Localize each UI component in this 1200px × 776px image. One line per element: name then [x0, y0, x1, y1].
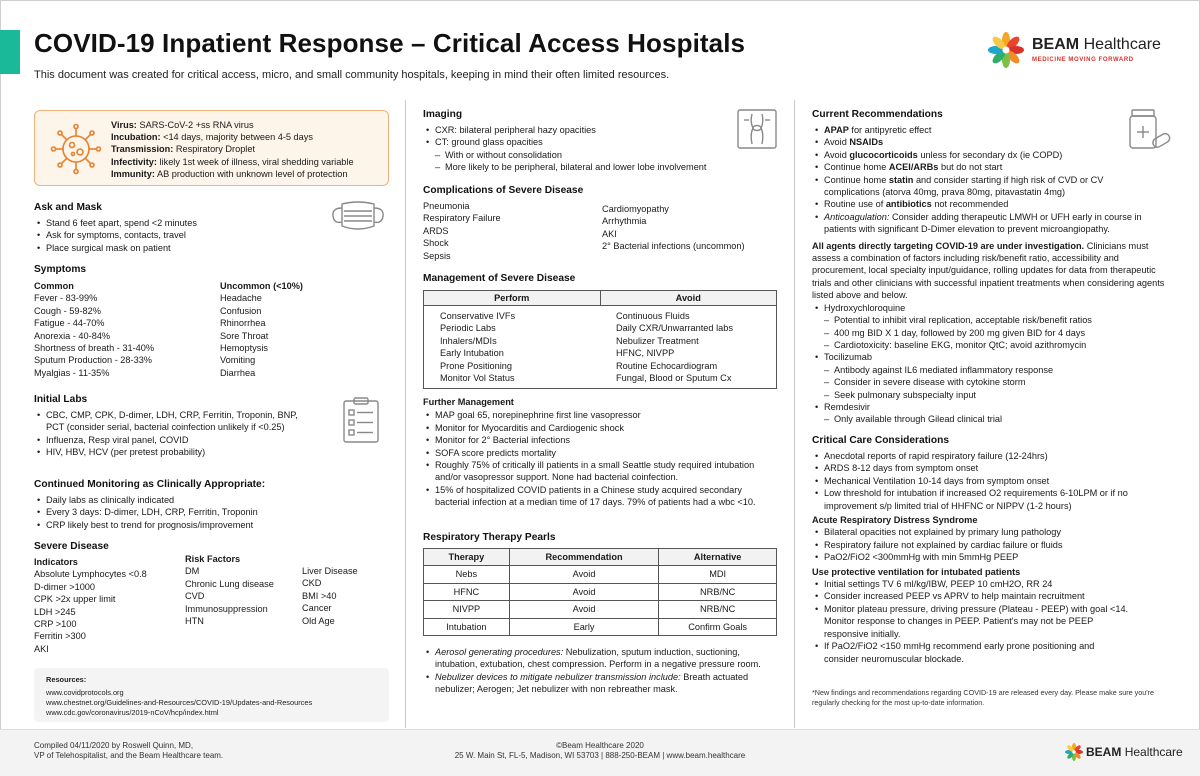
list-item: • Mechanical Ventilation 10-14 days from symptom onset — [812, 475, 1174, 487]
subheading: Use protective ventilation for intubated patients — [812, 566, 1021, 577]
section-heading: Continued Monitoring as Clinically Appropriate: — [34, 479, 266, 490]
table-row — [424, 583, 777, 600]
list-item: Respiratory Failure — [423, 213, 501, 224]
list-item: Arrhythmia — [602, 216, 647, 227]
section-heading: Respiratory Therapy Pearls — [423, 532, 556, 543]
footer — [0, 729, 1200, 776]
list-item: • Daily labs as clinically indicated — [34, 494, 389, 506]
table-cell: NRB/NC — [659, 601, 777, 618]
table-cell: Periodic Labs — [440, 323, 496, 334]
subheading: Uncommon (<10%) — [220, 281, 303, 291]
list-item: Sore Throat — [220, 330, 269, 341]
virus-icon — [49, 122, 103, 176]
imaging-section — [423, 108, 743, 174]
subheading: Acute Respiratory Distress Syndrome — [812, 515, 978, 526]
table-cell: Continuous Fluids — [616, 311, 690, 321]
list-item: • Avoid glucocorticoids unless for secondary dx (ie COPD) — [812, 149, 1132, 161]
resource-link[interactable]: www.cdc.gov/coronavirus/2019-nCoV/hcp/index.html — [46, 708, 219, 717]
beam-flower-icon — [986, 30, 1026, 70]
section-heading: Current Recommendations — [812, 109, 943, 120]
section-heading: Critical Care Considerations — [812, 435, 950, 446]
list-item: • Stand 6 feet apart, spend <2 minutes — [34, 217, 324, 229]
table-row — [424, 618, 777, 635]
table-cell: NIVPP — [424, 601, 510, 618]
table-cell: Intubation — [424, 618, 510, 635]
list-item: – More likely to be peripheral, bilateral and lower lobe involvement — [423, 161, 743, 173]
page-subtitle: This document was created for critical access, micro, and small community hospitals, keeping in mind their often limited resources. — [34, 69, 670, 81]
resource-link[interactable]: www.chestnet.org/Guidelines-and-Resources/COVID-19/Updates-and-Resources — [46, 698, 313, 707]
list-item: – Seek pulmonary subspecialty input — [812, 389, 1174, 401]
table-cell: Routine Echocardiogram — [616, 360, 718, 371]
section-heading: Management of Severe Disease — [423, 273, 576, 284]
list-item: Diarrhea — [220, 367, 256, 378]
list-item: • CRP likely best to trend for prognosis/improvement — [34, 519, 389, 531]
section-heading: Complications of Severe Disease — [423, 185, 584, 196]
list-item: AKI — [34, 643, 49, 654]
table-header: Recommendation — [509, 549, 659, 566]
list-item: • Monitor for Myocarditis and Cardiogenic shock — [423, 422, 777, 434]
list-item: • CT: ground glass opacities — [423, 136, 743, 148]
virus-fact: Infectivity: likely 1st week of illness, viral shedding variable — [111, 156, 354, 167]
list-item: • Roughly 75% of critically ill patients in a small Seattle study required intubation and/or vasopressor support. None had bacterial coinfection. — [423, 459, 777, 484]
complications-section — [423, 184, 777, 262]
subheading: Indicators — [34, 557, 78, 567]
disclaimer-note: *New findings and recommendations regarding COVID-19 are released every day. Please make sure you're regularly checking for the most up-to-date information. — [812, 688, 1155, 707]
list-item: • Initial settings TV 6 ml/kg/IBW, PEEP 10 cmH2O, RR 24 — [812, 578, 1130, 590]
list-item: Myalgias - 11-35% — [34, 367, 110, 378]
list-item: AKI — [602, 228, 617, 239]
beam-logo — [986, 28, 1176, 72]
critical-care-section — [812, 434, 1174, 665]
list-item: LDH >245 — [34, 606, 76, 617]
list-item: • SOFA score predicts mortality — [423, 447, 777, 459]
table-row — [424, 601, 777, 618]
list-item: • CBC, CMP, CPK, D-dimer, LDH, CRP, Ferritin, Troponin, BNP, PCT (consider serial, bacterial coinfection unlikely if <0.25) — [34, 409, 304, 434]
table-cell: Inhalers/MDIs — [440, 335, 497, 346]
list-item: Shock — [423, 238, 449, 249]
table-cell: Prone Positioning — [440, 360, 513, 371]
table-cell: Early Intubation — [440, 348, 504, 359]
list-item: CPK >2x upper limit — [34, 594, 116, 605]
section-heading: Symptoms — [34, 264, 87, 275]
list-item: Pneumonia — [423, 201, 470, 211]
resource-link[interactable]: www.covidprotocols.org — [46, 688, 124, 697]
drug-item: • Tocilizumab — [812, 351, 1174, 363]
list-item: • Every 3 days: D-dimer, LDH, CRP, Ferritin, Troponin — [34, 506, 389, 518]
table-cell: HFNC, NIVPP — [616, 348, 675, 359]
list-item: Sputum Production - 28-33% — [34, 355, 152, 366]
logo-wordmark: BEAM Healthcare — [1032, 36, 1161, 53]
symptoms-section — [34, 263, 389, 379]
list-item: Immunosuppression — [185, 603, 268, 614]
virus-fact: Virus: SARS-CoV-2 +ss RNA virus — [111, 120, 254, 130]
list-item: HTN — [185, 616, 204, 627]
further-management-section — [423, 396, 777, 509]
table-cell: Avoid — [509, 583, 659, 600]
virus-fact: Incubation: <14 days, majority between 4-5 days — [111, 132, 313, 143]
table-row — [424, 566, 777, 583]
table-cell: HFNC — [424, 583, 510, 600]
table-cell: Nebulizer Treatment — [616, 335, 699, 346]
list-item: – Cardiotoxicity: baseline EKG, monitor QtC; avoid azithromycin — [812, 339, 1174, 351]
footer-contact: ©Beam Healthcare 2020 25 W. Main St, FL-5, Madison, WI 53703 | 888-250-BEAM | www.beam.healthcare — [454, 741, 746, 760]
table-cell: Nebs — [424, 566, 510, 583]
virus-info-box — [34, 110, 389, 186]
section-heading: Severe Disease — [34, 541, 109, 552]
table-cell: Conservative IVFs — [440, 311, 516, 321]
list-item: Cough - 59-82% — [34, 305, 101, 316]
list-item: • Low threshold for intubation if increased O2 requirements 6-10LPM or if no improvement s/p limited trial of HHFNC or NIPPV (1-2 hours) — [812, 487, 1174, 512]
table-cell: Daily CXR/Unwarranted labs — [616, 323, 733, 334]
list-item: • If PaO2/FiO2 <150 mmHg recommend early prone positioning and consider neuromuscular blockade. — [812, 640, 1130, 665]
list-item: – Consider in severe disease with cytokine storm — [812, 376, 1174, 388]
list-item: Vomiting — [220, 355, 256, 366]
list-item: • Respiratory failure not explained by cardiac failure or fluids — [812, 539, 1174, 551]
table-header: Avoid — [675, 293, 701, 303]
virus-facts — [111, 119, 354, 180]
list-item: • Anecdotal reports of rapid respiratory failure (12-24hrs) — [812, 450, 1174, 462]
aerosol-note: • Aerosol generating procedures: Nebulization, sputum induction, suctioning, intubation, extubation, chest compression. Perform in a negative pressure room. — [423, 646, 777, 671]
list-item: DM — [185, 566, 200, 577]
list-item: – 400 mg BID X 1 day, followed by 200 mg given BID for 4 days — [812, 327, 1174, 339]
section-heading: Ask and Mask — [34, 202, 102, 213]
list-item: Cancer — [302, 603, 332, 614]
resp-therapy-table — [423, 548, 777, 636]
list-item: Ferritin >300 — [34, 631, 86, 642]
list-item: • 15% of hospitalized COVID patients in a Chinese study acquired secondary bacterial infection at a median time of 17 days. 79% of patients had a wbc <10. — [423, 484, 777, 509]
list-item: Chronic Lung disease — [185, 578, 274, 589]
column-divider-2 — [794, 100, 795, 728]
monitoring-section — [34, 478, 389, 531]
table-header: Alternative — [659, 549, 777, 566]
table-header: Perform — [424, 291, 601, 305]
resources-box — [34, 668, 389, 722]
list-item: – With or without consolidation — [423, 149, 743, 161]
ask-and-mask-section — [34, 201, 324, 254]
list-item: • Monitor plateau pressure, driving pressure (Plateau - PEEP) with goal <14. Monitor response to changes in PEEP. Patient's may not be PEEP responsive initially. — [812, 603, 1130, 640]
list-item: Fatigue - 44-70% — [34, 318, 105, 329]
section-heading: Initial Labs — [34, 394, 88, 405]
list-item: – Antibody against IL6 mediated inflammatory response — [812, 364, 1174, 376]
table-cell: Avoid — [509, 601, 659, 618]
list-item: Anorexia - 40-84% — [34, 330, 111, 341]
list-item: • Continue home statin and consider starting if high risk of CVD or CV complications (atorva 40mg, prava 80mg, pitavastatin 4mg) — [812, 174, 1132, 199]
footer-compiled: Compiled 04/11/2020 by Roswell Quinn, MD, VP of Telehospitalist, and the Beam Healthcare team. — [34, 741, 224, 760]
list-item: – Potential to inhibit viral replication, acceptable risk/benefit ratios — [812, 314, 1174, 326]
list-item: CKD — [302, 578, 322, 589]
beam-flower-icon — [1064, 742, 1084, 762]
list-item: • Consider increased PEEP vs APRV to help maintain recruitment — [812, 590, 1130, 602]
current-recommendations-section — [812, 108, 1174, 426]
list-item: Confusion — [220, 305, 262, 316]
resources-heading: Resources: — [46, 675, 87, 684]
nebulizer-note: • Nebulizer devices to mitigate nebulizer transmission include: Breath actuated nebulizer; Aerogen; Jet nebulizer with non rebreather mask. — [423, 671, 777, 696]
list-item: ARDS — [423, 225, 449, 236]
column-divider-1 — [405, 100, 406, 728]
list-item: • Avoid NSAIDs — [812, 136, 1132, 148]
footer-logo-wordmark: BEAM Healthcare — [1086, 745, 1183, 759]
recommendation-list — [812, 124, 1142, 236]
list-item: Old Age — [302, 615, 335, 626]
table-cell: NRB/NC — [659, 583, 777, 600]
list-item: • MAP goal 65, norepinephrine first line vasopressor — [423, 409, 777, 421]
list-item: • HIV, HBV, HCV (per pretest probability) — [34, 446, 304, 458]
investigation-note: All agents directly targeting COVID-19 are under investigation. Clinicians must assess a combination of factors including risk/benefit ratio, accessibility and procurement, local specialty input/guidance, rolling updates for data from therapeutic trials and other clinicians with successful inpatient treatments when considering agents listed above and below. — [812, 240, 1165, 301]
list-item: • Bilateral opacities not explained by primary lung pathology — [812, 526, 1174, 538]
list-item: Cardiomyopathy — [602, 204, 669, 214]
list-item: Hemoptysis — [220, 343, 268, 354]
drug-item: • Hydroxychloroquine — [812, 302, 1174, 314]
subheading: Common — [34, 281, 74, 291]
mask-icon — [330, 198, 386, 234]
list-item: • Place surgical mask on patient — [34, 242, 324, 254]
list-item: 2° Bacterial infections (uncommon) — [602, 241, 745, 252]
list-item: D-dimer >1000 — [34, 581, 96, 592]
initial-labs-section — [34, 393, 304, 459]
list-item: • Routine use of antibiotics not recommended — [812, 198, 1132, 210]
list-item: Liver Disease — [302, 566, 358, 576]
severe-disease-section — [34, 540, 389, 655]
list-item: • Anticoagulation: Consider adding therapeutic LMWH or UFH early in course in patients with significant D-Dimer elevation to prevent microangiopathy. — [812, 211, 1168, 236]
logo-tagline: MEDICINE MOVING FORWARD — [1032, 57, 1134, 63]
section-heading: Imaging — [423, 109, 463, 120]
list-item: CVD — [185, 591, 205, 602]
list-item: Headache — [220, 293, 262, 304]
list-item: Fever - 83-99% — [34, 293, 98, 304]
title-accent-bar — [0, 30, 20, 74]
table-cell: Avoid — [509, 566, 659, 583]
table-cell: Confirm Goals — [659, 618, 777, 635]
subheading: Risk Factors — [185, 554, 241, 564]
list-item: CRP >100 — [34, 619, 77, 630]
list-item: • Monitor for 2° Bacterial infections — [423, 434, 777, 446]
list-item: – Only available through Gilead clinical trial — [812, 413, 1174, 425]
table-header: Therapy — [424, 549, 510, 566]
list-item: • PaO2/FiO2 <300mmHg with min 5mmHg PEEP — [812, 551, 1174, 563]
management-heading-wrap — [423, 272, 777, 288]
list-item: Shortness of breath - 31-40% — [34, 343, 155, 354]
management-table — [423, 290, 777, 389]
list-item: Sepsis — [423, 250, 451, 261]
table-cell: Fungal, Blood or Sputum Cx — [616, 373, 732, 384]
list-item: • Influenza, Resp viral panel, COVID — [34, 434, 304, 446]
list-item: • Continue home ACEI/ARBs but do not start — [812, 161, 1132, 173]
virus-fact: Immunity: AB production with unknown level of protection — [111, 168, 348, 179]
list-item: Rhinorrhea — [220, 318, 266, 329]
list-item: BMI >40 — [302, 590, 337, 601]
subheading: Further Management — [423, 397, 514, 407]
table-cell: MDI — [659, 566, 777, 583]
list-item: • Ask for symptoms, contacts, travel — [34, 229, 324, 241]
drug-item: • Remdesivir — [812, 401, 1174, 413]
footer-beam-logo — [1064, 742, 1184, 762]
resp-therapy-section — [423, 531, 777, 696]
list-item: • ARDS 8-12 days from symptom onset — [812, 462, 1174, 474]
list-item: • CXR: bilateral peripheral hazy opacities — [423, 124, 743, 136]
clipboard-icon — [340, 396, 382, 444]
list-item: Absolute Lymphocytes <0.8 — [34, 569, 147, 580]
table-cell: Monitor Vol Status — [440, 373, 515, 384]
virus-fact: Transmission: Respiratory Droplet — [111, 144, 256, 155]
table-cell: Early — [509, 618, 659, 635]
page-title: COVID-19 Inpatient Response – Critical Access Hospitals — [34, 28, 746, 58]
list-item: • APAP for antipyretic effect — [812, 124, 1132, 136]
